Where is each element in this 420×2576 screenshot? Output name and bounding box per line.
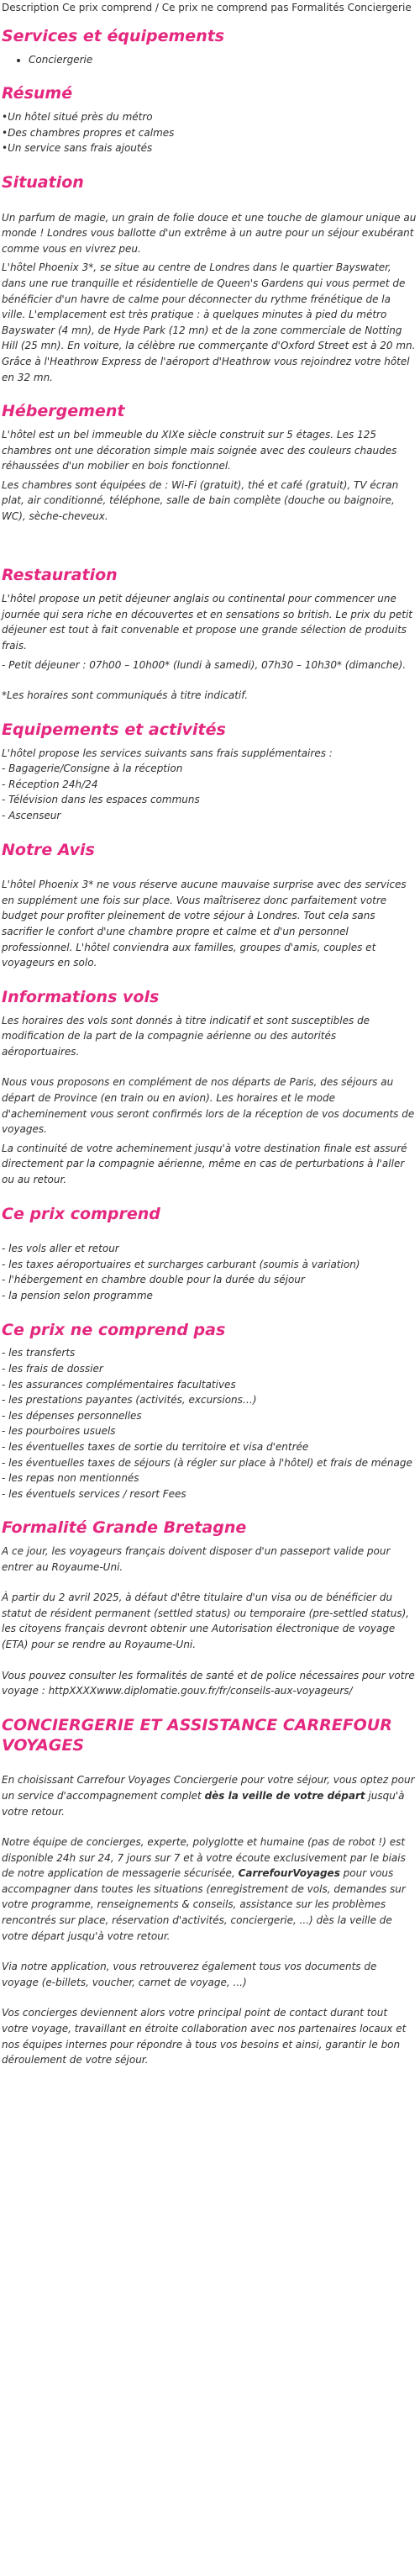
restauration-section [2,566,417,703]
list-item: - les taxes aéroportuaires et surcharges carburant (soumis à variation) [2,1258,360,1270]
vols-paragraph: Nous vous proposons en complément de nos départs de Paris, des séjours au départ de Province (en train ou en avion). Les horaires et le mode d'acheminement vous seront confirmés lors de la réception de vos documents de voyages. [2,1076,415,1136]
list-item: - les dépenses personnelles [2,1409,142,1422]
list-item: - les transferts [2,1347,76,1359]
list-item: - Réception 24h/24 [2,778,98,790]
conciergerie-title: CONCIERGERIE ET ASSISTANCE CARREFOUR VOYAGES [2,1715,392,1755]
spacer [2,1947,417,1959]
equipements-title: Equipements et activités [2,720,226,739]
breadcrumb: Description Ce prix comprend / Ce prix ne comprend pas Formalités Conciergerie [2,2,412,13]
list-item: - les pourboires usuels [2,1425,116,1438]
situation-paragraph: L'hôtel Phoenix 3*, se situe au centre de Londres dans le quartier Bayswater, dans une rue tranquille et résidentielle de Queen's Gardens qui vous permet de bénéficier d'un havre de calme pour déconnecter du rythme frénétique de la ville. L'emplacement est très pratique : à quelques minutes à pied du métro Bayswater (4 mn), de Hyde Park (12 mn) et de la zone commerciale de Notting Hill (25 mn). En voiture, la célèbre rue commerçante d'Oxford Street est à 20 mn. Grâce à l'Heathrow Express de l'aéroport d'Heathrow vous rejoindrez votre hôtel en 32 mn. [2,261,416,383]
ne-comprend-section [2,1321,417,1502]
ne-comprend-title: Ce prix ne comprend pas [2,1320,226,1339]
list-item: - les éventuels services / resort Fees [2,1487,186,1500]
list-item: • Conciergerie [29,52,417,68]
hebergement-section [2,402,417,524]
list-item: - les prestations payantes (activités, excursions…) [2,1394,257,1407]
list-item: - Bagagerie/Consigne à la réception [2,763,183,775]
comprend-section [2,1205,417,1304]
services-section [2,27,417,67]
restauration-note: *Les horaires sont communiqués à titre indicatif. [2,689,249,702]
list-item: - les repas non mentionnés [2,1472,139,1485]
equipements-intro: L'hôtel propose les services suivants sans frais supplémentaires : [2,747,333,759]
avis-section [2,841,417,971]
formalite-paragraph: A ce jour, les voyageurs français doivent disposer d'un passeport valide pour entrer au Royaume-Uni. [2,1545,391,1573]
spacer [2,198,417,210]
list-item: - les frais de dossier [2,1362,103,1375]
text-run: Notre équipe de concierges, experte, polyglotte et humaine (pas de robot !) est disponible 24h sur 24, 7 jours sur 7 et à votre écoute exclusivement par le biais de notre application de messagerie sécurisée, [2,1836,406,1880]
spacer [2,1656,417,1668]
list-item: • Des chambres propres et calmes [2,125,417,141]
resume-section [2,84,417,156]
formalite-section [2,1518,417,1699]
situation-section [2,173,417,385]
list-item: - les vols aller et retour [2,1243,119,1255]
vols-title: Informations vols [2,987,160,1006]
spacer [2,1760,417,1772]
list-item: - la pension selon programme [2,1290,153,1302]
conciergerie-paragraph: Vos concierges deviennent alors votre principal point de contact durant tout votre voyage, travaillant en étroite collaboration avec nos partenaires locaux et nos équipes internes pour répondre à tous vos besoins et ainsi, garantir le bon déroulement de votre séjour. [2,2007,407,2067]
conciergerie-paragraph [2,1772,417,1819]
spacer [2,1229,417,1241]
text-run: jusqu'à votre retour. [2,1789,405,1818]
services-list [2,52,417,68]
spacer [2,1823,417,1834]
vols-paragraph: La continuité de votre acheminement jusqu'à votre destination finale est assuré directement par la compagnie aérienne, même en cas de perturbations à l'aller ou au retour. [2,1142,407,1185]
restauration-paragraph: - Petit déjeuner : 07h00 – 10h00* (lundi à samedi), 07h30 – 10h30* (dimanche). [2,658,407,671]
formalite-title: Formalité Grande Bretagne [2,1518,247,1538]
spacer [2,1993,417,2005]
brand-name: CarrefourVoyages [238,1867,340,1880]
formalite-paragraph: Vous pouvez consulter les formalités de santé et de police nécessaires pour votre voyage : httpXXXXwww.diplomatie.gouv.fr/fr/conseils-aux-voyageurs/ [2,1669,415,1697]
hebergement-title: Hébergement [2,402,125,421]
resume-list [2,109,417,156]
services-title: Services et équipements [2,27,225,45]
spacer [2,1578,417,1590]
vols-section [2,988,417,1188]
spacer [2,527,417,549]
text-run: En choisissant Carrefour Voyages Conciergerie pour votre séjour, vous optez pour un service d'accompagnement complet [2,1774,415,1802]
conciergerie-section [2,1716,417,2068]
emphasis-text: dès la veille de votre départ [204,1789,365,1802]
conciergerie-paragraph: Via notre application, vous retrouverez également tous vos documents de voyage (e-billets, voucher, carnet de voyage, ...) [2,1961,377,1988]
avis-title: Notre Avis [2,840,95,859]
restauration-paragraph: L'hôtel propose un petit déjeuner anglais ou continental pour commencer une journée qui sera riche en découvertes et en sensations so british. Le prix du petit déjeuner est tout à fait convenable et propose une grande sélection de produits frais. [2,593,412,652]
spacer [2,676,417,688]
list-item: - Télévision dans les espaces communs [2,794,200,806]
restauration-title: Restauration [2,566,118,585]
comprend-title: Ce prix comprend [2,1204,160,1223]
list-item: - Ascenseur [2,809,61,821]
text-run: pour vous accompagner dans toutes les situations (enregistrement de vols, demandes sur votre programme, renseignements & conseils, assistance sur les problèmes rencontrés sur place, réservation d'activités, conciergerie, ...) dès la veille de votre départ jusqu'à votre retour. [2,1867,406,1942]
list-item: - l'hébergement en chambre double pour la durée du séjour [2,1274,305,1286]
list-item: - les éventuelles taxes de sortie du territoire et visa d'entrée [2,1440,309,1453]
hebergement-paragraph: L'hôtel est un bel immeuble du XIXe siècle construit sur 5 étages. Les 125 chambres ont une décoration simple mais soignée avec des couleurs chaudes réhaussées d'un mobilier en bois fonctionnel. [2,428,397,472]
avis-paragraph: L'hôtel Phoenix 3* ne vous réserve aucune mauvaise surprise avec des services en supplément une fois sur place. Vous maîtriserez donc parfaitement votre budget pour profiter pleinement de votre séjour à Londres. Tout cela sans sacrifier le confort d'une chambre propre et calme et d'un personnel professionnel. L'hôtel conviendra aux familles, groupes d'amis, couples et voyageurs en solo. [2,879,407,969]
list-item: • Un service sans frais ajoutés [2,140,417,156]
situation-paragraph: Un parfum de magie, un grain de folie douce et une touche de glamour unique au monde ! Londres vous ballotte d'un extrême à un autre pour un séjour exubérant comme vous en vivrez peu. [2,211,417,255]
spacer [2,1063,417,1074]
list-item: - les éventuelles taxes de séjours (à régler sur place à l'hôtel) et frais de ménage [2,1456,412,1469]
list-item: - les assurances complémentaires facultatives [2,1378,236,1391]
hebergement-paragraph: Les chambres sont équipées de : Wi-Fi (gratuit), thé et café (gratuit), TV écran plat, air conditionné, téléphone, salle de bain complète (douche ou baignoire, WC), sèche-cheveux. [2,478,399,522]
conciergerie-paragraph [2,1834,417,1944]
vols-paragraph: Les horaires des vols sont donnés à titre indicatif et sont susceptibles de modification de la part de la compagnie aérienne ou des autorités aéroportuaires. [2,1014,370,1058]
situation-title: Situation [2,172,84,192]
spacer [2,865,417,877]
equipements-section [2,721,417,824]
list-item: • Un hôtel situé près du métro [2,109,417,125]
resume-title: Résumé [2,84,73,103]
formalite-paragraph: À partir du 2 avril 2025, à défaut d'être titulaire d'un visa ou de bénéficier du statut de résident permanent (settled status) ou temporaire (pre-settled status), les citoyens français devront obtenir une Autorisation électronique de voyage (ETA) pour se rendre au Royaume-Uni. [2,1592,410,1651]
